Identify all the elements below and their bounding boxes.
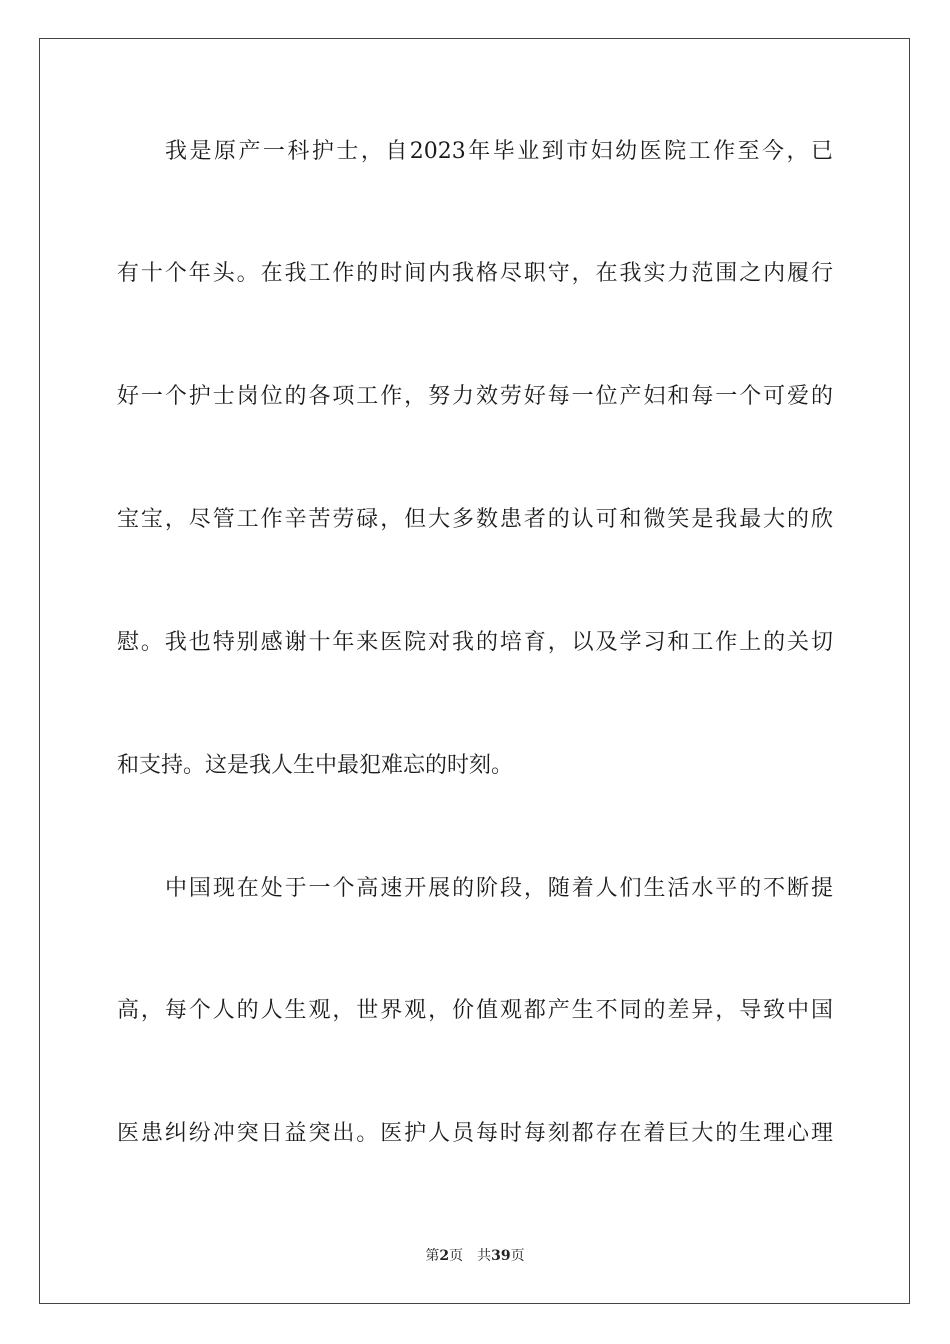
paragraph-1-line-2: 有十个年头。在我工作的时间内我格尽职守，在我实力范围之内履行 — [117, 261, 833, 286]
page-prefix: 第 — [425, 1248, 440, 1264]
paragraph-1-line-6: 和支持。这是我人生中最犯难忘的时刻。 — [117, 753, 514, 778]
paragraph-2-line-3: 医患纠纷冲突日益突出。医护人员每时每刻都存在着巨大的生理心理 — [117, 1121, 833, 1146]
total-prefix: 共 — [477, 1248, 492, 1264]
paragraph-2-line-2: 高，每个人的人生观，世界观，价值观都产生不同的差异，导致中国 — [117, 998, 833, 1023]
paragraph-1-line-4: 宝宝，尽管工作辛苦劳碌，但大多数患者的认可和微笑是我最大的欣 — [117, 507, 833, 532]
page-border — [39, 38, 910, 1304]
total-suffix: 页 — [510, 1248, 525, 1264]
paragraph-2-line-1: 中国现在处于一个高速开展的阶段，随着人们生活水平的不断提 — [165, 876, 833, 901]
page-footer — [0, 1247, 950, 1265]
total-page-count: 39 — [491, 1248, 511, 1264]
current-page-number: 2 — [439, 1248, 450, 1264]
page-suffix: 页 — [449, 1248, 464, 1264]
paragraph-1-line-1: 我是原产一科护士，自2023年毕业到市妇幼医院工作至今，已 — [165, 139, 833, 164]
paragraph-1-line-3: 好一个护士岗位的各项工作，努力效劳好每一位产妇和每一个可爱的 — [117, 384, 833, 409]
paragraph-1-line-5: 慰。我也特别感谢十年来医院对我的培育，以及学习和工作上的关切 — [117, 630, 833, 655]
